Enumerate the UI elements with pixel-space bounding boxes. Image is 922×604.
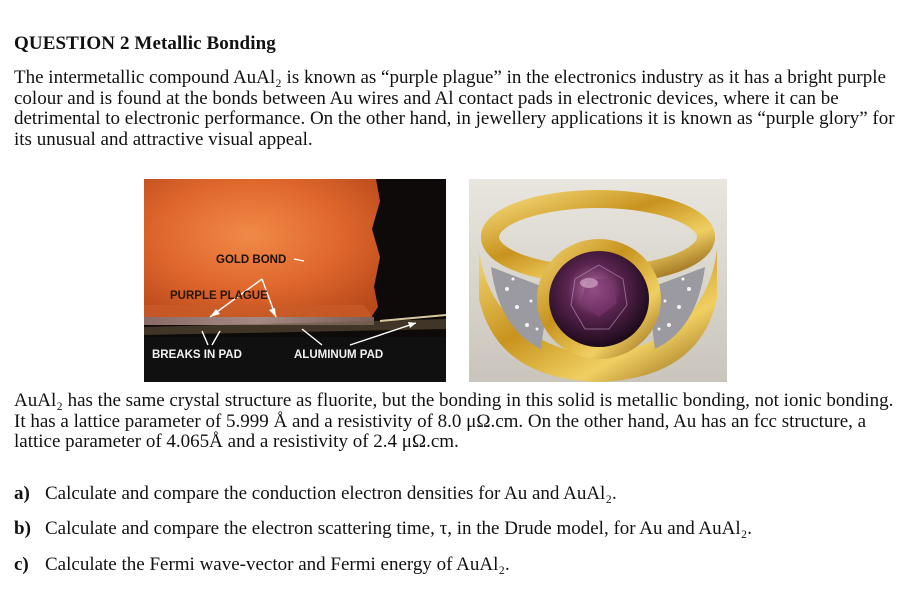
- label-breaks-in-pad: BREAKS IN PAD: [152, 349, 242, 361]
- label-aluminum-pad: ALUMINUM PAD: [294, 349, 384, 361]
- ring-image: [469, 179, 727, 382]
- purple-gem-ring-photo: [469, 179, 727, 382]
- question-b-text: Calculate and compare the electron scattering time, τ, in the Drude model, for Au and AuAl₂.: [45, 518, 753, 539]
- question-c-text: Calculate the Fermi wave-vector and Fermi energy of AuAl₂.: [45, 554, 510, 575]
- question-c: [14, 554, 510, 576]
- purple-plague-micrograph: [144, 179, 446, 382]
- question-c-label: c): [14, 554, 29, 575]
- intro-paragraph: The intermetallic compound AuAl₂ is known as “purple plague” in the electronics industry as it has a bright purple colour and is found at the bonds between Au wires and Al contact pads in electronic devices, where it can be detrimental to electronic performance. On the other hand, in jewellery applications it is known as “purple glory” for its unusual and attractive visual appeal.: [14, 67, 895, 150]
- question-b-label: b): [14, 518, 31, 539]
- question-b: [14, 518, 752, 540]
- label-gold-bond: GOLD BOND: [216, 254, 287, 266]
- question-a-text: Calculate and compare the conduction electron densities for Au and AuAl₂.: [45, 483, 617, 504]
- body-paragraph: AuAl₂ has the same crystal structure as fluorite, but the bonding in this solid is metallic bonding, not ionic bonding. It has a lattice parameter of 5.999 Å and a resistivity of 8.0 μΩ.cm. On the other hand, Au has an fcc structure, a lattice parameter of 4.065Å and a resistivity of 2.4 μΩ.cm.: [14, 390, 894, 452]
- question-heading: QUESTION 2 Metallic Bonding: [14, 33, 276, 54]
- label-purple-plague: PURPLE PLAGUE: [170, 290, 268, 302]
- question-a-label: a): [14, 483, 30, 504]
- question-a: [14, 483, 617, 505]
